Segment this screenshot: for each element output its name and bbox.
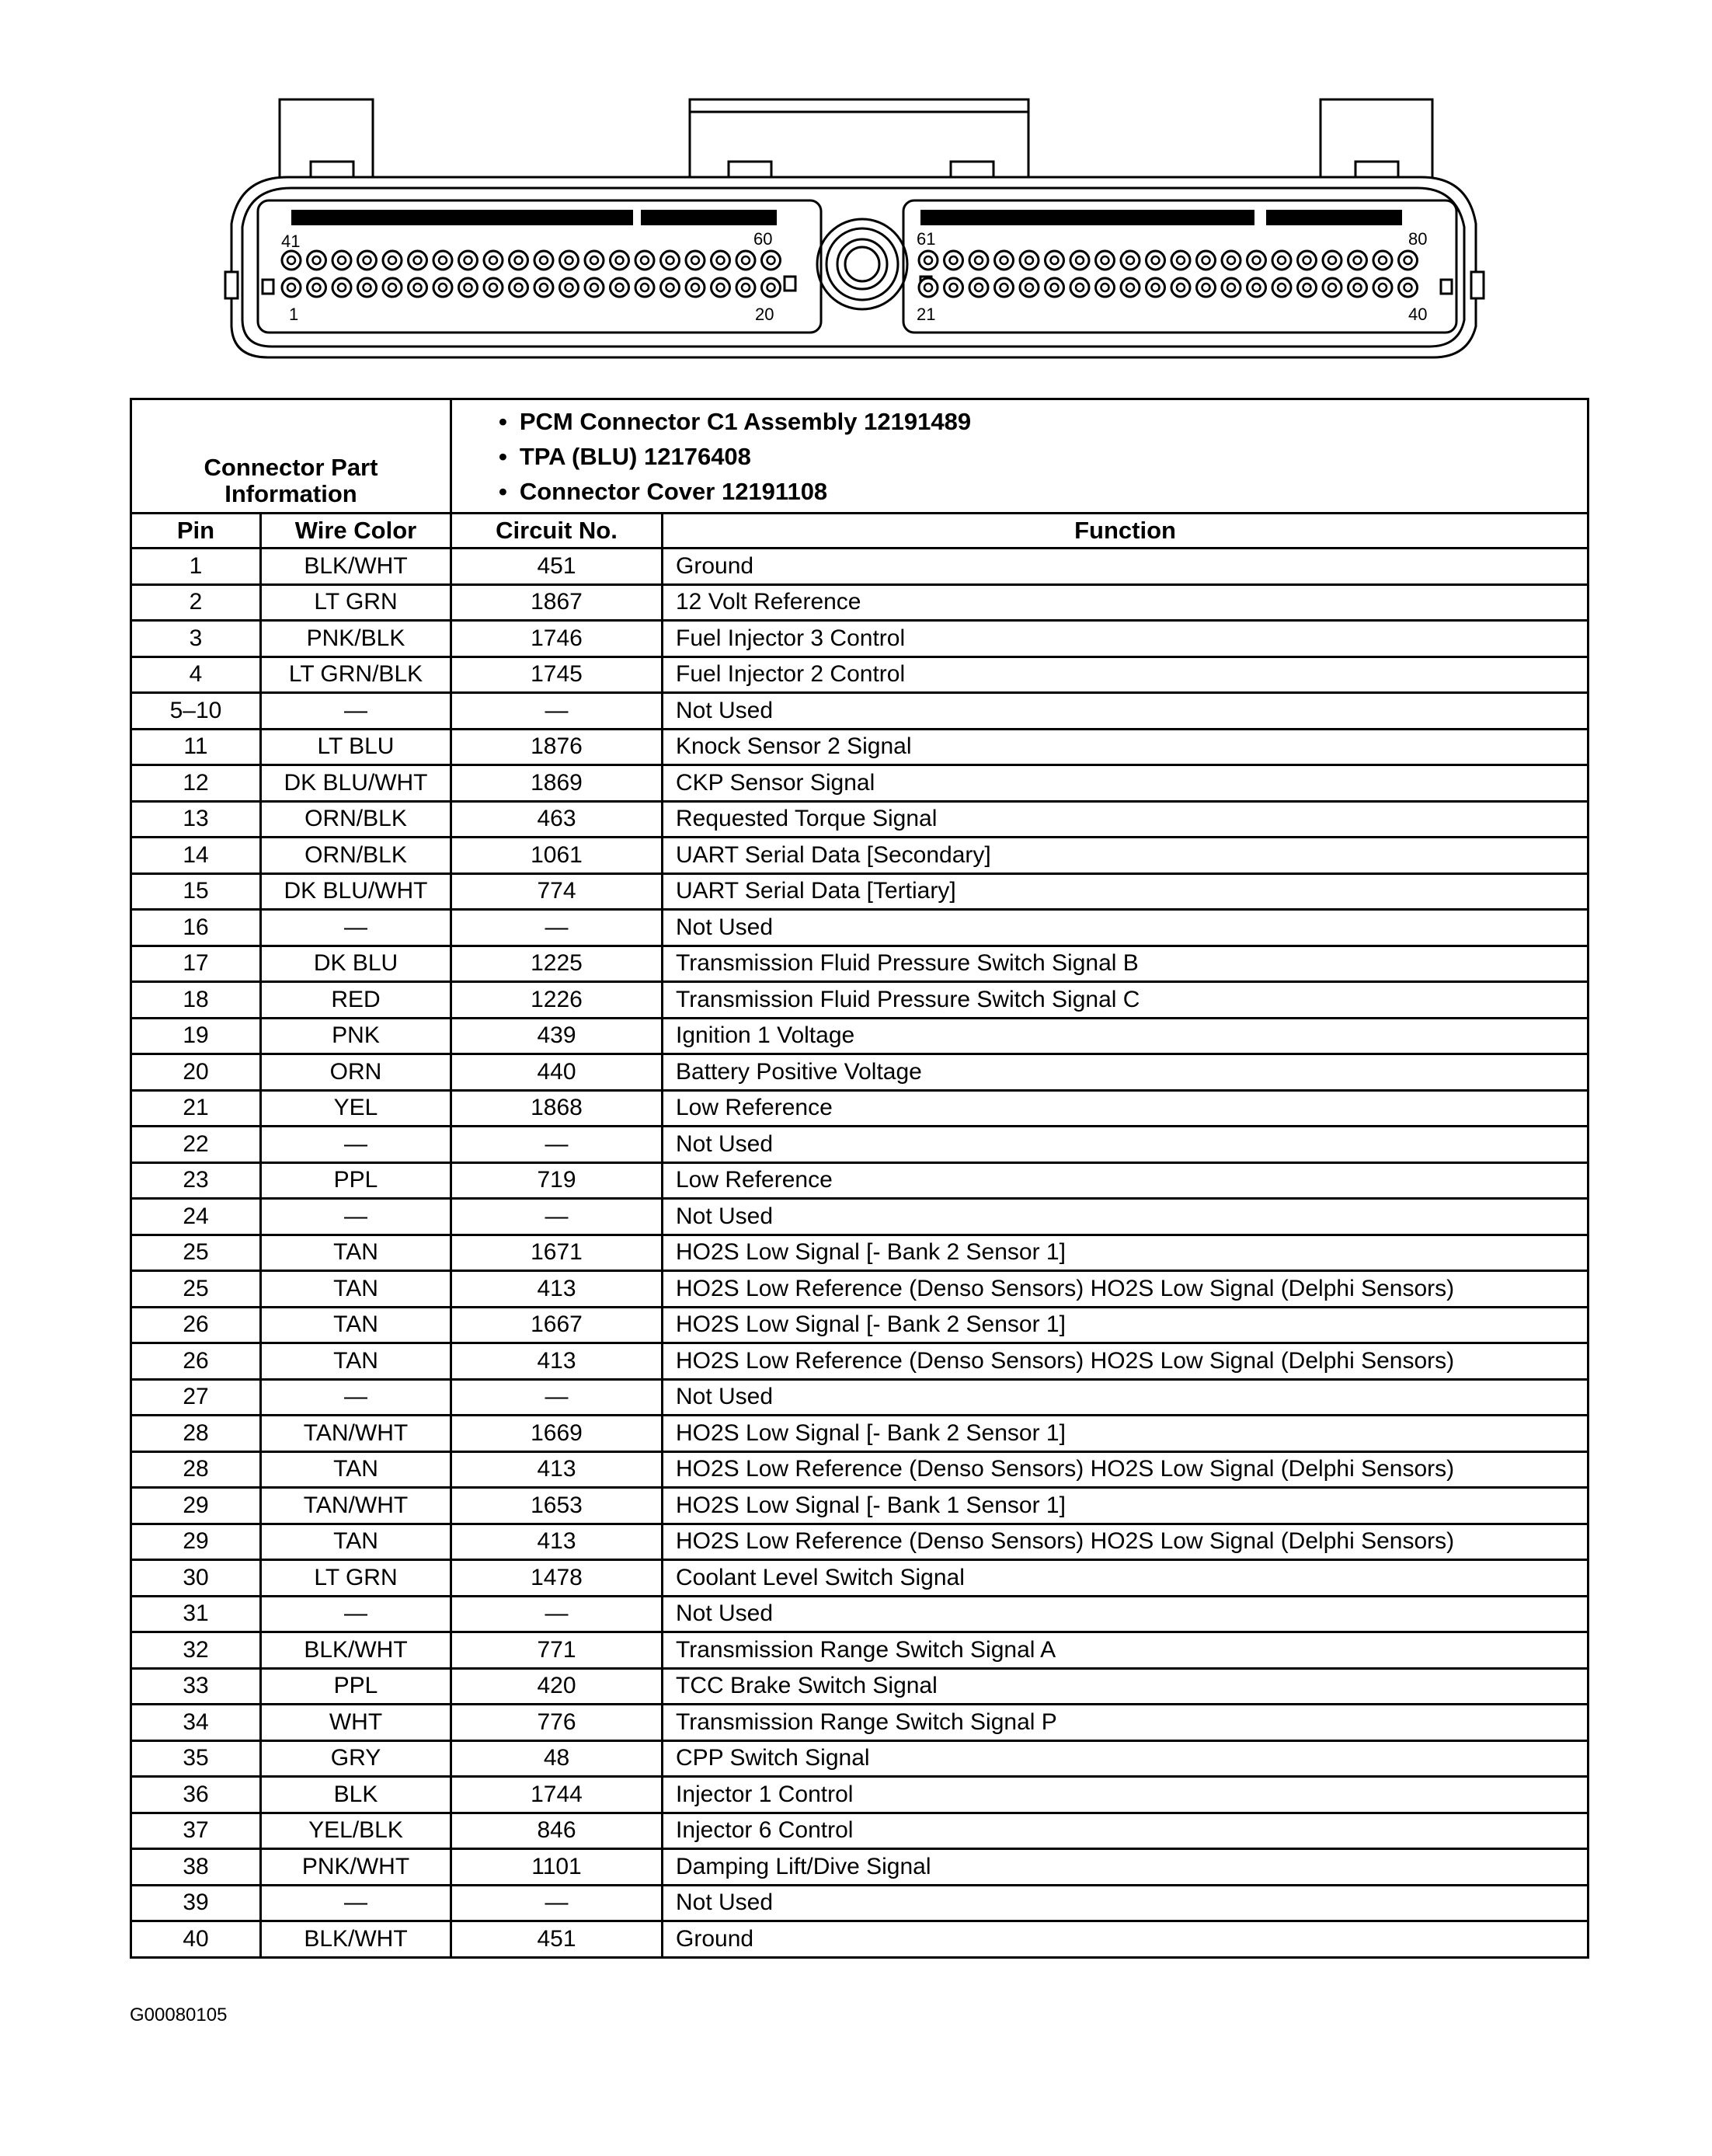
wire-color-cell: BLK/WHT bbox=[261, 549, 451, 585]
wire-color-cell: TAN bbox=[261, 1235, 451, 1271]
pin-cell: 26 bbox=[131, 1343, 261, 1380]
pin-cell: 1 bbox=[131, 549, 261, 585]
pin-contact bbox=[1354, 256, 1362, 264]
wire-color-cell: — bbox=[261, 1199, 451, 1235]
pin-contact bbox=[1253, 256, 1261, 264]
pin-contact bbox=[590, 284, 598, 291]
pin-contact bbox=[1152, 256, 1160, 264]
circuit-cell: 451 bbox=[451, 1921, 663, 1958]
circuit-cell: 1744 bbox=[451, 1777, 663, 1813]
table-row bbox=[131, 1560, 1588, 1597]
function-cell: Not Used bbox=[663, 1885, 1588, 1921]
wire-color-cell: TAN/WHT bbox=[261, 1416, 451, 1452]
table-row bbox=[131, 1162, 1588, 1199]
pin-contact bbox=[489, 256, 497, 264]
pin-cell: 25 bbox=[131, 1235, 261, 1271]
part-info-label: Connector Part Information bbox=[131, 399, 451, 514]
part-info-row bbox=[131, 399, 1588, 514]
pin-contact bbox=[691, 284, 699, 291]
pin-cell: 13 bbox=[131, 801, 261, 838]
pin-contact bbox=[388, 256, 396, 264]
wire-color-cell: — bbox=[261, 1379, 451, 1416]
wire-color-cell: WHT bbox=[261, 1705, 451, 1741]
circuit-cell: 1061 bbox=[451, 838, 663, 874]
connector-face-diagram bbox=[217, 93, 1499, 373]
pin-cell: 37 bbox=[131, 1813, 261, 1849]
pin-cell: 12 bbox=[131, 765, 261, 802]
table-row bbox=[131, 982, 1588, 1019]
circuit-cell: 1745 bbox=[451, 657, 663, 693]
table-row bbox=[131, 1379, 1588, 1416]
wire-color-cell: TAN bbox=[261, 1524, 451, 1560]
function-cell: HO2S Low Reference (Denso Sensors) HO2S Low Signal (Delphi Sensors) bbox=[663, 1524, 1588, 1560]
circuit-cell: 463 bbox=[451, 801, 663, 838]
circuit-cell: 413 bbox=[451, 1271, 663, 1308]
wire-color-cell: DK BLU bbox=[261, 946, 451, 982]
pin-contact bbox=[1328, 256, 1336, 264]
function-cell: HO2S Low Signal [- Bank 2 Sensor 1] bbox=[663, 1235, 1588, 1271]
function-cell: Transmission Range Switch Signal P bbox=[663, 1705, 1588, 1741]
wire-color-cell: PPL bbox=[261, 1668, 451, 1705]
circuit-cell: — bbox=[451, 1199, 663, 1235]
wire-color-cell: — bbox=[261, 693, 451, 730]
pin-label-20: 20 bbox=[755, 305, 774, 324]
part-info-item: • TPA (BLU) 12176408 bbox=[499, 439, 1587, 474]
header-pin: Pin bbox=[131, 514, 261, 549]
pin-contact bbox=[414, 284, 422, 291]
wire-color-cell: PNK bbox=[261, 1018, 451, 1054]
pin-contact bbox=[616, 256, 624, 264]
pin-cell: 23 bbox=[131, 1162, 261, 1199]
circuit-cell: 1226 bbox=[451, 982, 663, 1019]
circuit-cell: 1478 bbox=[451, 1560, 663, 1597]
header-function: Function bbox=[663, 514, 1588, 549]
table-row bbox=[131, 1885, 1588, 1921]
table-row bbox=[131, 1740, 1588, 1777]
pin-contact bbox=[1177, 256, 1185, 264]
pin-contact bbox=[1152, 284, 1160, 291]
wire-color-cell: TAN bbox=[261, 1307, 451, 1343]
table-row bbox=[131, 873, 1588, 910]
pin-cell: 31 bbox=[131, 1596, 261, 1632]
pin-cell: 4 bbox=[131, 657, 261, 693]
circuit-cell: 413 bbox=[451, 1451, 663, 1488]
pin-contact bbox=[1379, 284, 1387, 291]
wire-color-cell: GRY bbox=[261, 1740, 451, 1777]
pin-contact bbox=[1227, 256, 1235, 264]
table-row bbox=[131, 1488, 1588, 1524]
circuit-cell: 1868 bbox=[451, 1090, 663, 1127]
function-cell: Requested Torque Signal bbox=[663, 801, 1588, 838]
function-cell: Transmission Range Switch Signal A bbox=[663, 1632, 1588, 1669]
pin-cell: 15 bbox=[131, 873, 261, 910]
pin-contact bbox=[666, 256, 674, 264]
function-cell: HO2S Low Reference (Denso Sensors) HO2S Low Signal (Delphi Sensors) bbox=[663, 1451, 1588, 1488]
circuit-cell: 1225 bbox=[451, 946, 663, 982]
pin-contact bbox=[1202, 256, 1210, 264]
wire-color-cell: TAN bbox=[261, 1343, 451, 1380]
circuit-cell: 846 bbox=[451, 1813, 663, 1849]
pin-contact bbox=[975, 256, 983, 264]
circuit-cell: 413 bbox=[451, 1524, 663, 1560]
circuit-cell: — bbox=[451, 1885, 663, 1921]
pin-contact bbox=[515, 284, 523, 291]
pin-contact bbox=[540, 256, 548, 264]
pin-contact bbox=[1000, 284, 1008, 291]
pin-contact bbox=[717, 256, 725, 264]
pin-cell: 20 bbox=[131, 1054, 261, 1091]
wire-color-cell: BLK bbox=[261, 1777, 451, 1813]
table-row bbox=[131, 910, 1588, 946]
table-row bbox=[131, 729, 1588, 765]
pin-contact bbox=[338, 256, 346, 264]
function-cell: CKP Sensor Signal bbox=[663, 765, 1588, 802]
function-cell: HO2S Low Reference (Denso Sensors) HO2S Low Signal (Delphi Sensors) bbox=[663, 1343, 1588, 1380]
circuit-cell: 1869 bbox=[451, 765, 663, 802]
table-row bbox=[131, 1054, 1588, 1091]
table-row bbox=[131, 657, 1588, 693]
pin-contact bbox=[489, 284, 497, 291]
table-row bbox=[131, 1018, 1588, 1054]
circuit-cell: 420 bbox=[451, 1668, 663, 1705]
circuit-cell: 771 bbox=[451, 1632, 663, 1669]
pin-cell: 32 bbox=[131, 1632, 261, 1669]
pin-contact bbox=[641, 256, 649, 264]
function-cell: Fuel Injector 3 Control bbox=[663, 621, 1588, 657]
table-row bbox=[131, 1307, 1588, 1343]
function-cell: Injector 1 Control bbox=[663, 1777, 1588, 1813]
table-row bbox=[131, 1416, 1588, 1452]
pin-contact bbox=[1076, 284, 1084, 291]
table-row bbox=[131, 1813, 1588, 1849]
table-row bbox=[131, 765, 1588, 802]
pin-contact bbox=[414, 256, 422, 264]
table-row bbox=[131, 1849, 1588, 1886]
pin-label-61: 61 bbox=[917, 229, 936, 249]
wire-color-cell: LT GRN/BLK bbox=[261, 657, 451, 693]
wire-color-cell: BLK/WHT bbox=[261, 1921, 451, 1958]
figure-id: G00080105 bbox=[130, 2004, 228, 2025]
pin-label-21: 21 bbox=[917, 305, 936, 324]
pin-contact bbox=[767, 284, 775, 291]
function-cell: Ground bbox=[663, 549, 1588, 585]
pin-contact bbox=[1278, 284, 1286, 291]
wire-color-cell: — bbox=[261, 1596, 451, 1632]
table-row bbox=[131, 1199, 1588, 1235]
pin-contact bbox=[590, 256, 598, 264]
pin-cell: 35 bbox=[131, 1740, 261, 1777]
circuit-cell: 1876 bbox=[451, 729, 663, 765]
table-row bbox=[131, 1343, 1588, 1380]
pin-contact bbox=[338, 284, 346, 291]
table-row bbox=[131, 838, 1588, 874]
pin-contact bbox=[924, 284, 932, 291]
pin-contact bbox=[1051, 284, 1059, 291]
header-row bbox=[131, 514, 1588, 549]
circuit-cell: 440 bbox=[451, 1054, 663, 1091]
pin-contact bbox=[1303, 256, 1311, 264]
part-info-item: • Connector Cover 12191108 bbox=[499, 474, 1587, 509]
circuit-cell: 1101 bbox=[451, 1849, 663, 1886]
pin-contact bbox=[1025, 284, 1033, 291]
circuit-cell: 719 bbox=[451, 1162, 663, 1199]
pin-cell: 16 bbox=[131, 910, 261, 946]
circuit-cell: 1746 bbox=[451, 621, 663, 657]
function-cell: Transmission Fluid Pressure Switch Signal B bbox=[663, 946, 1588, 982]
pin-cell: 29 bbox=[131, 1488, 261, 1524]
pin-contact bbox=[1354, 284, 1362, 291]
wire-color-cell: YEL/BLK bbox=[261, 1813, 451, 1849]
pin-contact bbox=[540, 284, 548, 291]
pin-contact bbox=[616, 284, 624, 291]
table-row bbox=[131, 1668, 1588, 1705]
pin-cell: 36 bbox=[131, 1777, 261, 1813]
pin-contact bbox=[565, 284, 573, 291]
wire-color-cell: RED bbox=[261, 982, 451, 1019]
pin-contact bbox=[1101, 256, 1109, 264]
pin-contact bbox=[465, 284, 472, 291]
pin-contact bbox=[1126, 284, 1134, 291]
pin-contact bbox=[1227, 284, 1235, 291]
wire-color-cell: YEL bbox=[261, 1090, 451, 1127]
table-row bbox=[131, 1705, 1588, 1741]
pin-contact bbox=[1000, 256, 1008, 264]
wire-color-cell: PPL bbox=[261, 1162, 451, 1199]
pin-contact bbox=[1404, 256, 1412, 264]
function-cell: Low Reference bbox=[663, 1162, 1588, 1199]
pin-cell: 18 bbox=[131, 982, 261, 1019]
function-cell: Not Used bbox=[663, 1199, 1588, 1235]
wire-color-cell: TAN/WHT bbox=[261, 1488, 451, 1524]
pin-contact bbox=[924, 256, 932, 264]
pin-cell: 17 bbox=[131, 946, 261, 982]
function-cell: Transmission Fluid Pressure Switch Signal C bbox=[663, 982, 1588, 1019]
table-row bbox=[131, 1271, 1588, 1308]
pin-contact bbox=[1278, 256, 1286, 264]
wire-color-cell: ORN bbox=[261, 1054, 451, 1091]
wire-color-cell: DK BLU/WHT bbox=[261, 873, 451, 910]
pin-cell: 11 bbox=[131, 729, 261, 765]
pin-contact bbox=[742, 256, 750, 264]
function-cell: Coolant Level Switch Signal bbox=[663, 1560, 1588, 1597]
function-cell: Not Used bbox=[663, 693, 1588, 730]
circuit-cell: — bbox=[451, 910, 663, 946]
pin-contact bbox=[515, 256, 523, 264]
wire-color-cell: TAN bbox=[261, 1271, 451, 1308]
pin-cell: 29 bbox=[131, 1524, 261, 1560]
function-cell: Damping Lift/Dive Signal bbox=[663, 1849, 1588, 1886]
table-row bbox=[131, 1524, 1588, 1560]
circuit-cell: 1671 bbox=[451, 1235, 663, 1271]
part-info-item: • PCM Connector C1 Assembly 12191489 bbox=[499, 404, 1587, 439]
circuit-cell: — bbox=[451, 1379, 663, 1416]
wire-color-cell: — bbox=[261, 910, 451, 946]
function-cell: HO2S Low Signal [- Bank 2 Sensor 1] bbox=[663, 1416, 1588, 1452]
pin-contact bbox=[1328, 284, 1336, 291]
table-row bbox=[131, 1596, 1588, 1632]
pin-contact bbox=[364, 256, 371, 264]
pin-label-40: 40 bbox=[1408, 305, 1428, 324]
table-row bbox=[131, 1090, 1588, 1127]
pin-contact bbox=[767, 256, 775, 264]
pin-contact bbox=[1253, 284, 1261, 291]
pin-contact bbox=[1126, 256, 1134, 264]
pin-contact bbox=[950, 284, 958, 291]
function-cell: HO2S Low Signal [- Bank 2 Sensor 1] bbox=[663, 1307, 1588, 1343]
table-row bbox=[131, 1451, 1588, 1488]
pin-contact bbox=[1404, 284, 1412, 291]
pin-contact bbox=[364, 284, 371, 291]
pin-contact bbox=[439, 256, 447, 264]
pin-contact bbox=[1303, 284, 1311, 291]
pin-cell: 33 bbox=[131, 1668, 261, 1705]
function-cell: UART Serial Data [Secondary] bbox=[663, 838, 1588, 874]
pin-rows bbox=[131, 549, 1588, 1958]
pin-contact bbox=[388, 284, 396, 291]
circuit-cell: 774 bbox=[451, 873, 663, 910]
table-row bbox=[131, 621, 1588, 657]
pin-cell: 21 bbox=[131, 1090, 261, 1127]
function-cell: Injector 6 Control bbox=[663, 1813, 1588, 1849]
pin-contact bbox=[287, 284, 295, 291]
pin-cell: 39 bbox=[131, 1885, 261, 1921]
table-row bbox=[131, 1777, 1588, 1813]
function-cell: HO2S Low Signal [- Bank 1 Sensor 1] bbox=[663, 1488, 1588, 1524]
pin-cell: 30 bbox=[131, 1560, 261, 1597]
pin-contact bbox=[1202, 284, 1210, 291]
pin-cell: 28 bbox=[131, 1416, 261, 1452]
pin-contact bbox=[666, 284, 674, 291]
wire-color-cell: PNK/WHT bbox=[261, 1849, 451, 1886]
function-cell: Not Used bbox=[663, 910, 1588, 946]
function-cell: TCC Brake Switch Signal bbox=[663, 1668, 1588, 1705]
pin-table bbox=[130, 398, 1589, 1959]
pin-cell: 25 bbox=[131, 1271, 261, 1308]
pin-contact bbox=[950, 256, 958, 264]
function-cell: Not Used bbox=[663, 1379, 1588, 1416]
pin-contact bbox=[691, 256, 699, 264]
wire-color-cell: PNK/BLK bbox=[261, 621, 451, 657]
wire-color-cell: LT BLU bbox=[261, 729, 451, 765]
function-cell: CPP Switch Signal bbox=[663, 1740, 1588, 1777]
table-row bbox=[131, 801, 1588, 838]
wire-color-cell: ORN/BLK bbox=[261, 801, 451, 838]
circuit-cell: — bbox=[451, 693, 663, 730]
pin-cell: 24 bbox=[131, 1199, 261, 1235]
function-cell: Low Reference bbox=[663, 1090, 1588, 1127]
wire-color-cell: — bbox=[261, 1885, 451, 1921]
circuit-cell: 776 bbox=[451, 1705, 663, 1741]
pin-cell: 19 bbox=[131, 1018, 261, 1054]
header-wire-color: Wire Color bbox=[261, 514, 451, 549]
table-row bbox=[131, 549, 1588, 585]
pin-contact bbox=[641, 284, 649, 291]
pin-cell: 26 bbox=[131, 1307, 261, 1343]
table-row bbox=[131, 1235, 1588, 1271]
wire-color-cell: LT GRN bbox=[261, 1560, 451, 1597]
wire-color-cell: TAN bbox=[261, 1451, 451, 1488]
function-cell: Not Used bbox=[663, 1596, 1588, 1632]
pin-contact bbox=[975, 284, 983, 291]
pin-contact bbox=[1051, 256, 1059, 264]
wire-color-cell: LT GRN bbox=[261, 584, 451, 621]
pin-cell: 22 bbox=[131, 1127, 261, 1163]
function-cell: Fuel Injector 2 Control bbox=[663, 657, 1588, 693]
pin-label-60: 60 bbox=[753, 229, 773, 249]
wire-color-cell: — bbox=[261, 1127, 451, 1163]
function-cell: Ignition 1 Voltage bbox=[663, 1018, 1588, 1054]
pin-contact bbox=[742, 284, 750, 291]
table-row bbox=[131, 1921, 1588, 1958]
pin-contact bbox=[1101, 284, 1109, 291]
pin-cell: 3 bbox=[131, 621, 261, 657]
table-row bbox=[131, 946, 1588, 982]
circuit-cell: — bbox=[451, 1596, 663, 1632]
wire-color-cell: BLK/WHT bbox=[261, 1632, 451, 1669]
circuit-cell: 451 bbox=[451, 549, 663, 585]
circuit-cell: 1669 bbox=[451, 1416, 663, 1452]
pin-contact bbox=[1177, 284, 1185, 291]
circuit-cell: 1653 bbox=[451, 1488, 663, 1524]
pin-cell: 14 bbox=[131, 838, 261, 874]
function-cell: Ground bbox=[663, 1921, 1588, 1958]
pin-label-80: 80 bbox=[1408, 229, 1428, 249]
function-cell: HO2S Low Reference (Denso Sensors) HO2S Low Signal (Delphi Sensors) bbox=[663, 1271, 1588, 1308]
wire-color-cell: DK BLU/WHT bbox=[261, 765, 451, 802]
function-cell: Battery Positive Voltage bbox=[663, 1054, 1588, 1091]
pin-contact bbox=[717, 284, 725, 291]
wire-color-cell: ORN/BLK bbox=[261, 838, 451, 874]
function-cell: UART Serial Data [Tertiary] bbox=[663, 873, 1588, 910]
header-circuit: Circuit No. bbox=[451, 514, 663, 549]
circuit-cell: 1867 bbox=[451, 584, 663, 621]
pin-contact bbox=[287, 256, 295, 264]
pin-contact bbox=[313, 284, 321, 291]
function-cell: Not Used bbox=[663, 1127, 1588, 1163]
table-row bbox=[131, 1127, 1588, 1163]
circuit-cell: — bbox=[451, 1127, 663, 1163]
pin-cell: 40 bbox=[131, 1921, 261, 1958]
pin-label-41: 41 bbox=[281, 232, 301, 251]
pin-cell: 2 bbox=[131, 584, 261, 621]
table-row bbox=[131, 1632, 1588, 1669]
pin-contact bbox=[1076, 256, 1084, 264]
circuit-cell: 413 bbox=[451, 1343, 663, 1380]
pin-contact bbox=[439, 284, 447, 291]
pin-cell: 38 bbox=[131, 1849, 261, 1886]
pin-cell: 5–10 bbox=[131, 693, 261, 730]
table-row bbox=[131, 584, 1588, 621]
pin-contact bbox=[1379, 256, 1387, 264]
table-row bbox=[131, 693, 1588, 730]
pin-contact bbox=[313, 256, 321, 264]
pin-cell: 34 bbox=[131, 1705, 261, 1741]
circuit-cell: 1667 bbox=[451, 1307, 663, 1343]
pin-label-1: 1 bbox=[289, 305, 299, 324]
circuit-cell: 439 bbox=[451, 1018, 663, 1054]
pin-cell: 28 bbox=[131, 1451, 261, 1488]
pin-cell: 27 bbox=[131, 1379, 261, 1416]
function-cell: 12 Volt Reference bbox=[663, 584, 1588, 621]
function-cell: Knock Sensor 2 Signal bbox=[663, 729, 1588, 765]
pin-contact bbox=[465, 256, 472, 264]
part-info-list bbox=[451, 399, 1588, 514]
pin-contact bbox=[565, 256, 573, 264]
pin-contact bbox=[1025, 256, 1033, 264]
circuit-cell: 48 bbox=[451, 1740, 663, 1777]
